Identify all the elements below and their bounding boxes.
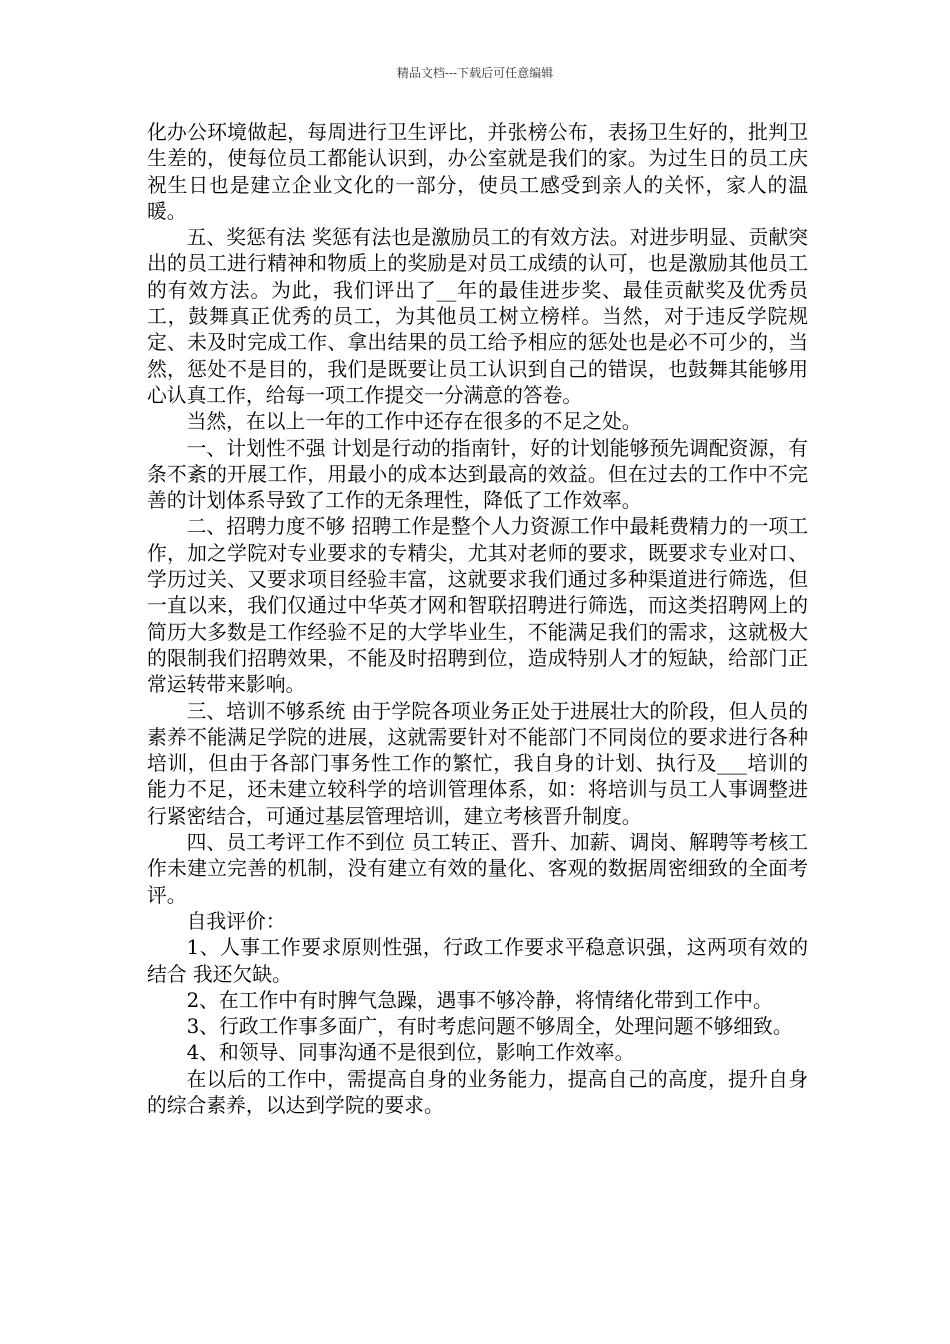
paragraph-shortcomings-intro: 当然，在以上一年的工作中还存在很多的不足之处。 xyxy=(186,410,642,434)
list-item-self-evaluation-2: 2、在工作中有时脾气急躁，遇事不够冷静，将情绪化带到工作中。 xyxy=(186,988,773,1012)
list-item-self-evaluation-4: 4、和领导、同事沟通不是很到位，影响工作效率。 xyxy=(186,1041,635,1065)
paragraph-evaluation: 四、员工考评工作不到位 员工转正、晋升、加薪、调岗、解聘等考核工作未建立完善的机制，没有建立有效的量化、客观的数据周密细致的全面考评。 xyxy=(147,831,808,907)
paragraph-self-evaluation-heading: 自我评价： xyxy=(186,909,286,933)
paragraph-planning: 一、计划性不强 计划是行动的指南针，好的计划能够预先调配资源，有条不紊的开展工作，用最小的成本达到最高的效益。但在过去的工作中不完善的计划体系导致了工作的无条理性，降低了工作效率。 xyxy=(147,436,808,513)
paragraph-continuation: 化办公环境做起，每周进行卫生评比，并张榜公布，表扬卫生好的，批判卫生差的，使每位员工都能认识到，办公室就是我们的家。为过生日的员工庆祝生日也是建立企业文化的一部分，使员工感受到亲人的关怀，家人的温暖。 xyxy=(147,121,808,223)
document-body xyxy=(147,120,808,1119)
paragraph-conclusion: 在以后的工作中，需提高自身的业务能力，提高自己的高度，提升自身的综合素养，以达到学院的要求。 xyxy=(147,1067,808,1117)
paragraph-training: 三、培训不够系统 由于学院各项业务正处于进展壮大的阶段，但人员的素养不能满足学院的进展，这就需要针对不能部门不同岗位的要求进行各种培训，但由于各部门事务性工作的繁忙，我自身的计划、执行及___培训的能力不足，还未建立较科学的培训管理体系，如：将培训与员工人事调整进行紧密结合，可通过基层管理培训，建立考核晋升制度。 xyxy=(147,699,808,828)
page-header: 精品文档---下载后可任意编辑 xyxy=(396,66,554,80)
list-item-self-evaluation-1: 1、人事工作要求原则性强，行政工作要求平稳意识强，这两项有效的结合 我还欠缺。 xyxy=(147,936,808,986)
paragraph-recruitment: 二、招聘力度不够 招聘工作是整个人力资源工作中最耗费精力的一项工作，加之学院对专业要求的专精尖，尤其对老师的要求，既要求专业对口、学历过关、又要求项目经验丰富，这就要求我们通过多种渠道进行筛选，但一直以来，我们仅通过中华英才网和智联招聘进行筛选，而这类招聘网上的简历大多数是工作经验不足的大学毕业生，不能满足我们的需求，这就极大的限制我们招聘效果，不能及时招聘到位，造成特别人才的短缺，给部门正常运转带来影响。 xyxy=(147,515,808,697)
list-item-self-evaluation-3: 3、行政工作事多面广，有时考虑问题不够周全，处理问题不够细致。 xyxy=(186,1015,793,1039)
paragraph-rewards-penalties: 五、奖惩有法 奖惩有法也是激励员工的有效方法。对进步明显、贡献突出的员工进行精神和物质上的奖励是对员工成绩的认可，也是激励其他员工的有效方法。为此，我们评出了__年的最佳进步奖、最佳贡献奖及优秀员工，鼓舞真正优秀的员工，为其他员工树立榜样。当然，对于违反学院规定、未及时完成工作、拿出结果的员工给予相应的惩处也是必不可少的，当然，惩处不是目的，我们是既要让员工认识到自己的错误，也鼓舞其能够用心认真工作，给每一项工作提交一分满意的答卷。 xyxy=(147,226,808,407)
